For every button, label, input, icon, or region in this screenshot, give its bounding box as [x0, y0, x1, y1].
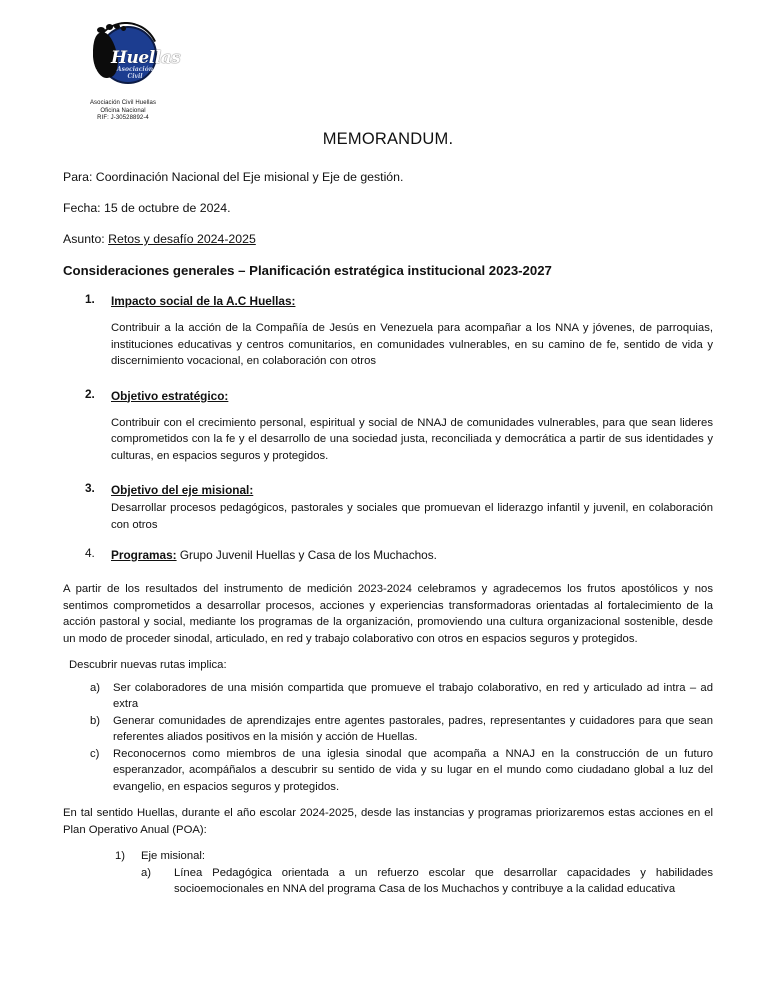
list-item-body: Contribuir con el crecimiento personal, espiritual y social de NNAJ de comunidades vulnerables, para que sean lideres comprometidos con la fe y el desarrollo de una sociedad justa, reconciliada y democrática a partir de sus identidades y culturas, en espacios seguros y protegidos. [111, 416, 713, 462]
document-body [63, 128, 713, 898]
section-heading: Consideraciones generales – Planificación estratégica institucional 2023-2027 [63, 263, 552, 278]
list-item-text: Reconocernos como miembros de una iglesia sinodal que acompaña a NNAJ en la construcción de un futuro esperanzador, acompáñalos a descubrir su sentido de vida y su lugar en el mundo como ciudadano global a luz del evangelio, en espacios seguros y protegidos. [113, 747, 713, 793]
lettered-list [63, 680, 713, 796]
letterhead-office: Oficina Nacional [100, 107, 146, 114]
meta-asunto [63, 231, 713, 247]
list-item [63, 713, 713, 746]
huellas-logo-icon [85, 22, 181, 98]
list-item [63, 848, 713, 898]
list-marker: 1) [115, 850, 126, 862]
logo-wordmark: Huellas [111, 48, 181, 68]
list-item [63, 481, 713, 533]
letterhead [63, 22, 183, 123]
list-marker: b) [90, 714, 101, 727]
paragraph-en-tal-sentido: En tal sentido Huellas, durante el año escolar 2024-2025, desde las instancias y programas priorizaremos estas acciones en el Plan Operativo Anual (POA): [63, 807, 713, 836]
list-marker: a) [141, 866, 152, 879]
list-marker: c) [90, 747, 100, 760]
logo-sub-wordmark: Asociación Civil [116, 66, 154, 80]
list-item-body: Desarrollar procesos pedagógicos, pastorales y sociales que promuevan el liderazgo infantil y juvenil, en colaboración con otros [111, 502, 713, 531]
meta-para: Para: Coordinación Nacional del Eje misional y Eje de gestión. [63, 170, 404, 184]
list-item-heading: Objetivo estratégico: [111, 388, 229, 403]
list-item-inline-text: Grupo Juvenil Huellas y Casa de los Muchachos. [176, 548, 437, 562]
poa-sub-list [141, 865, 713, 898]
page-title: MEMORANDUM. [322, 130, 454, 148]
list-item [63, 680, 713, 713]
poa-sub-text: Línea Pedagógica orientada a un refuerzo escolar que desarrollar capacidades y habilidades socioemocionales en NNA del programa Casa de los Muchachos y contribuye a la calidad educativa [174, 866, 713, 895]
list-item [63, 292, 713, 370]
numbered-list [63, 292, 713, 564]
list-item-text: Generar comunidades de aprendizajes entre agentes pastorales, padres, representantes y cuidadores para que sean referentes aliados positivos en la misión y acción de Huellas. [113, 714, 713, 743]
list-marker: 2. [85, 386, 95, 401]
list-item-text: Ser colaboradores de una misión compartida que promueve el trabajo colaborativo, en red y articulado ad intra – ad extra [113, 681, 713, 710]
list-item-heading: Objetivo del eje misional: [111, 483, 254, 497]
list-item [63, 746, 713, 796]
poa-list [63, 848, 713, 898]
list-marker: 3. [85, 481, 95, 495]
list-marker: 4. [85, 546, 95, 560]
list-item [63, 546, 713, 564]
paragraph-descubrir-lead: Descubrir nuevas rutas implica: [69, 659, 227, 671]
list-marker: a) [90, 681, 101, 694]
meta-asunto-value: Retos y desafío 2024-2025 [108, 232, 256, 246]
list-marker: 1. [85, 292, 95, 306]
meta-fecha: Fecha: 15 de octubre de 2024. [63, 201, 231, 215]
paragraph-resultados: A partir de los resultados del instrumento de medición 2023-2024 celebramos y agradecemos los frutos apostólicos y nos sentimos comprometidos a desarrollar procesos, acciones y experiencias transformadoras orientadas al fortalecimiento de la acción pastoral y social, mediante los programas de la organización, promoviendo una cultura organizacional sostenible, desde un modo de proceder sinodal, articulado, en red y trabajo colaborativo con otros en espacios seguros y protegidos. [63, 583, 713, 645]
list-item-heading: Impacto social de la A.C Huellas: [111, 294, 296, 308]
list-item-body: Contribuir a la acción de la Compañía de Jesús en Venezuela para acompañar a los NNA y jóvenes, de parroquias, instituciones educativas y centros comunitarios, en comunidades vulnerables, en su camino de fe, sentido de vida y discernimiento vocacional, en colaboración con otros [111, 322, 713, 367]
letterhead-org-name: Asociación Civil Huellas [89, 100, 157, 106]
letterhead-org-block [63, 100, 183, 123]
list-item-heading: Programas: [111, 548, 177, 562]
letterhead-rif: RIF: J-30528892-4 [97, 115, 149, 121]
list-item [63, 387, 713, 465]
list-item [141, 865, 713, 898]
poa-item-label: Eje misional: [141, 850, 206, 862]
meta-asunto-prefix: Asunto: [63, 232, 109, 246]
